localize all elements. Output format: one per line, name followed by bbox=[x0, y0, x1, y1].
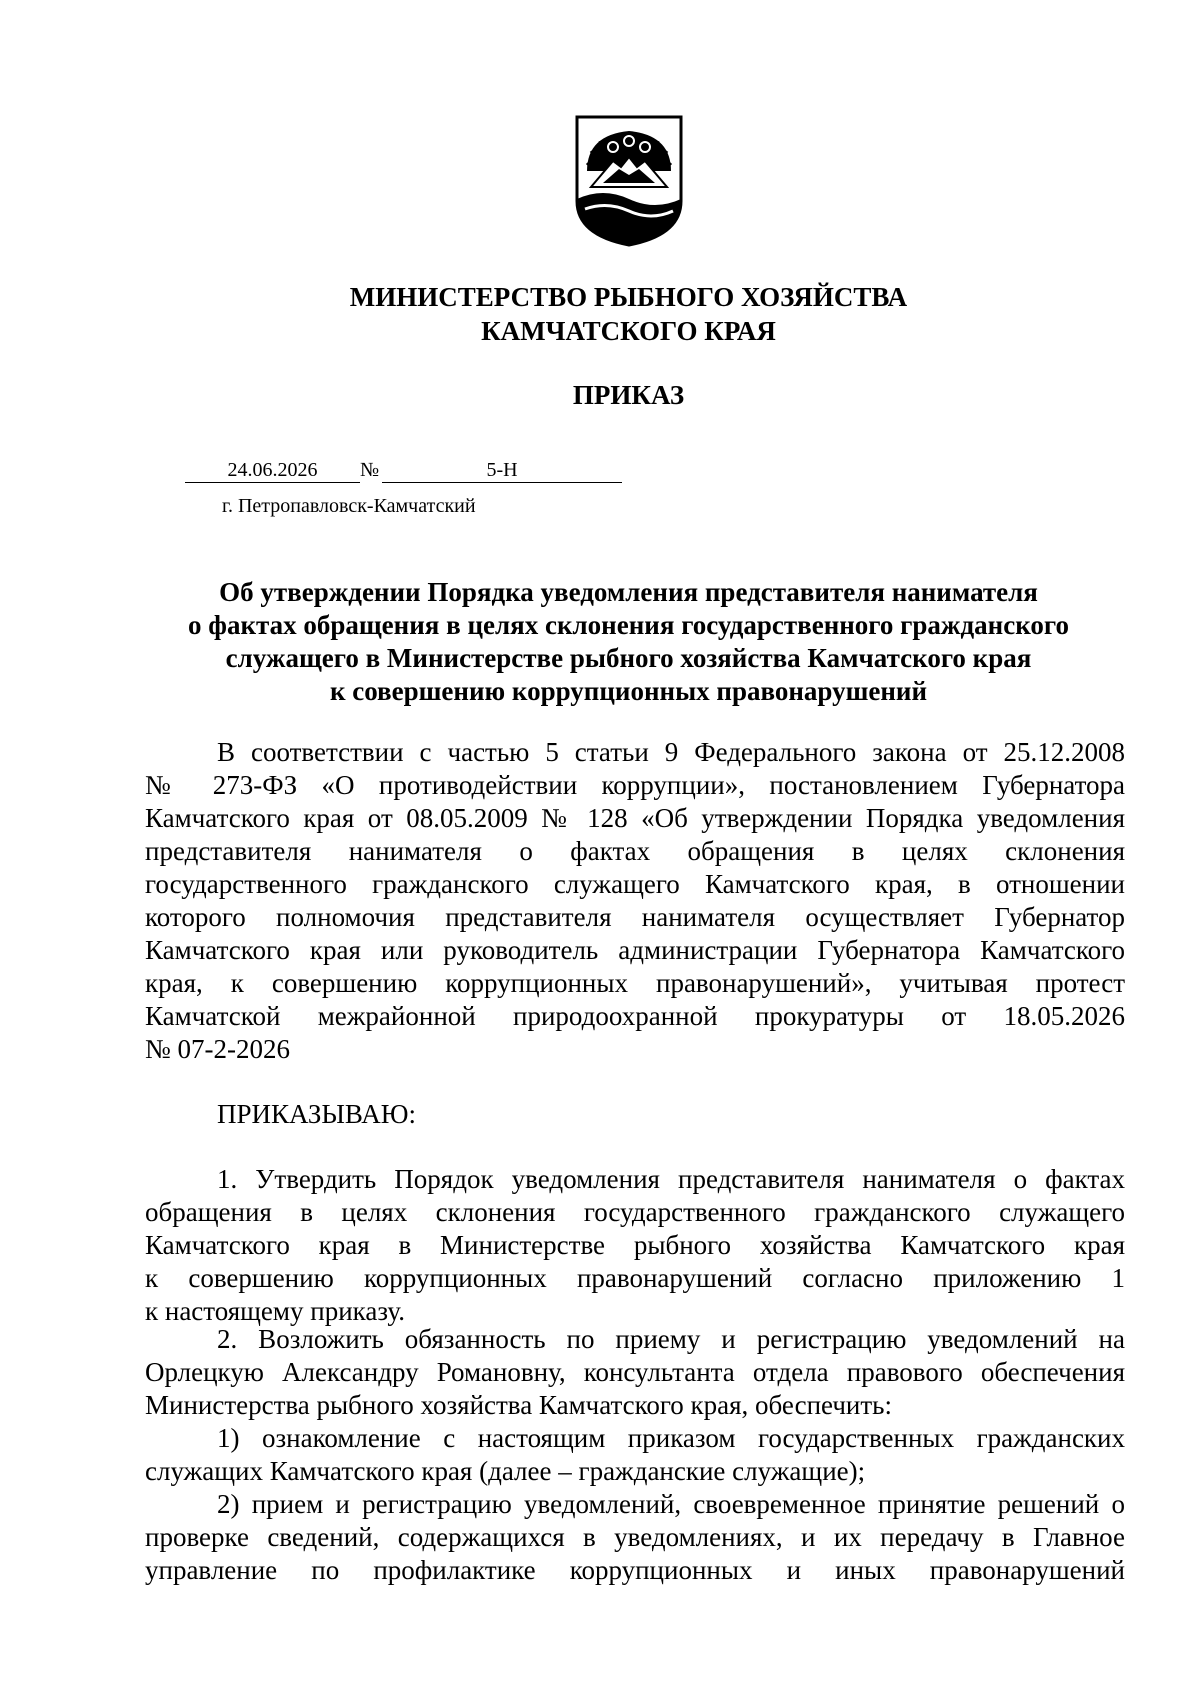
paragraph-line: проверке сведений, содержащихся в уведомлениях, и их передачу в Главное bbox=[145, 1522, 1125, 1552]
item-1-paragraph bbox=[145, 1163, 1125, 1328]
subject-line: служащего в Министерстве рыбного хозяйства Камчатского края bbox=[225, 643, 1032, 673]
paragraph-line: В соответствии с частью 5 статьи 9 Федерального закона от 25.12.2008 bbox=[217, 737, 1125, 767]
subject-line: о фактах обращения в целях склонения государственного гражданского bbox=[188, 610, 1069, 640]
registration-line bbox=[185, 458, 622, 483]
paragraph-line: Камчатского края от 08.05.2009 № 128 «Об утверждении Порядка уведомления bbox=[145, 803, 1125, 833]
subject-line: Об утверждении Порядка уведомления представителя нанимателя bbox=[219, 577, 1038, 607]
paragraph-line: Министерства рыбного хозяйства Камчатского края, обеспечить: bbox=[145, 1390, 892, 1420]
paragraph-line: которого полномочия представителя нанимателя осуществляет Губернатор bbox=[145, 902, 1125, 932]
paragraph-line: № 07-2-2026 bbox=[145, 1034, 290, 1064]
paragraph-line: края, к совершению коррупционных правонарушений», учитывая протест bbox=[145, 968, 1125, 998]
document-type-title: ПРИКАЗ bbox=[572, 380, 685, 410]
paragraph-line: к совершению коррупционных правонарушений согласно приложению 1 bbox=[145, 1263, 1125, 1293]
paragraph-line: 2. Возложить обязанность по приему и регистрацию уведомлений на bbox=[217, 1324, 1125, 1354]
paragraph-line: Орлецкую Александру Романовну, консультанта отдела правового обеспечения bbox=[145, 1357, 1125, 1387]
paragraph-line: управление по профилактике коррупционных и иных правонарушений bbox=[145, 1555, 1125, 1585]
ministry-name-line2: КАМЧАТСКОГО КРАЯ bbox=[481, 316, 776, 346]
order-word-paragraph bbox=[145, 1098, 1125, 1131]
paragraph-line: 1) ознакомление с настоящим приказом государственных гражданских bbox=[217, 1423, 1125, 1453]
city-name: г. Петропавловск-Камчатский bbox=[222, 495, 476, 517]
paragraph-line: № 273-ФЗ «О противодействии коррупции», постановлением Губернатора bbox=[145, 770, 1125, 800]
paragraph-line: обращения в целях склонения государственного гражданского служащего bbox=[145, 1197, 1125, 1227]
paragraph-line: к настоящему приказу. bbox=[145, 1296, 405, 1326]
item-2-1-paragraph bbox=[145, 1422, 1125, 1488]
paragraph-line: Камчатского края в Министерстве рыбного хозяйства Камчатского края bbox=[145, 1230, 1125, 1260]
paragraph-line: Камчатского края или руководитель администрации Губернатора Камчатского bbox=[145, 935, 1125, 965]
item-2-2-paragraph bbox=[145, 1488, 1125, 1587]
order-subject bbox=[150, 576, 1107, 708]
ministry-name bbox=[0, 280, 1200, 348]
paragraph-line: служащих Камчатского края (далее – гражданские служащие); bbox=[145, 1456, 866, 1486]
paragraph-line: представителя нанимателя о фактах обращения в целях склонения bbox=[145, 836, 1125, 866]
item-2-paragraph bbox=[145, 1323, 1125, 1422]
paragraph-line: государственного гражданского служащего Камчатского края, в отношении bbox=[145, 869, 1125, 899]
order-number: 5-Н bbox=[382, 458, 622, 483]
paragraph-line: 2) прием и регистрацию уведомлений, своевременное принятие решений о bbox=[217, 1489, 1125, 1519]
ministry-name-line1: МИНИСТЕРСТВО РЫБНОГО ХОЗЯЙСТВА bbox=[349, 282, 908, 312]
number-sign: № bbox=[360, 459, 380, 481]
subject-line: к совершению коррупционных правонарушений bbox=[329, 676, 928, 706]
preamble-paragraph bbox=[145, 736, 1125, 1066]
paragraph-line: Камчатской межрайонной природоохранной прокуратуры от 18.05.2026 bbox=[145, 1001, 1125, 1031]
coat-of-arms-emblem bbox=[573, 113, 685, 247]
order-date: 24.06.2026 bbox=[185, 458, 360, 483]
paragraph-line: 1. Утвердить Порядок уведомления представителя нанимателя о фактах bbox=[217, 1164, 1125, 1194]
order-word: ПРИКАЗЫВАЮ: bbox=[217, 1099, 416, 1129]
